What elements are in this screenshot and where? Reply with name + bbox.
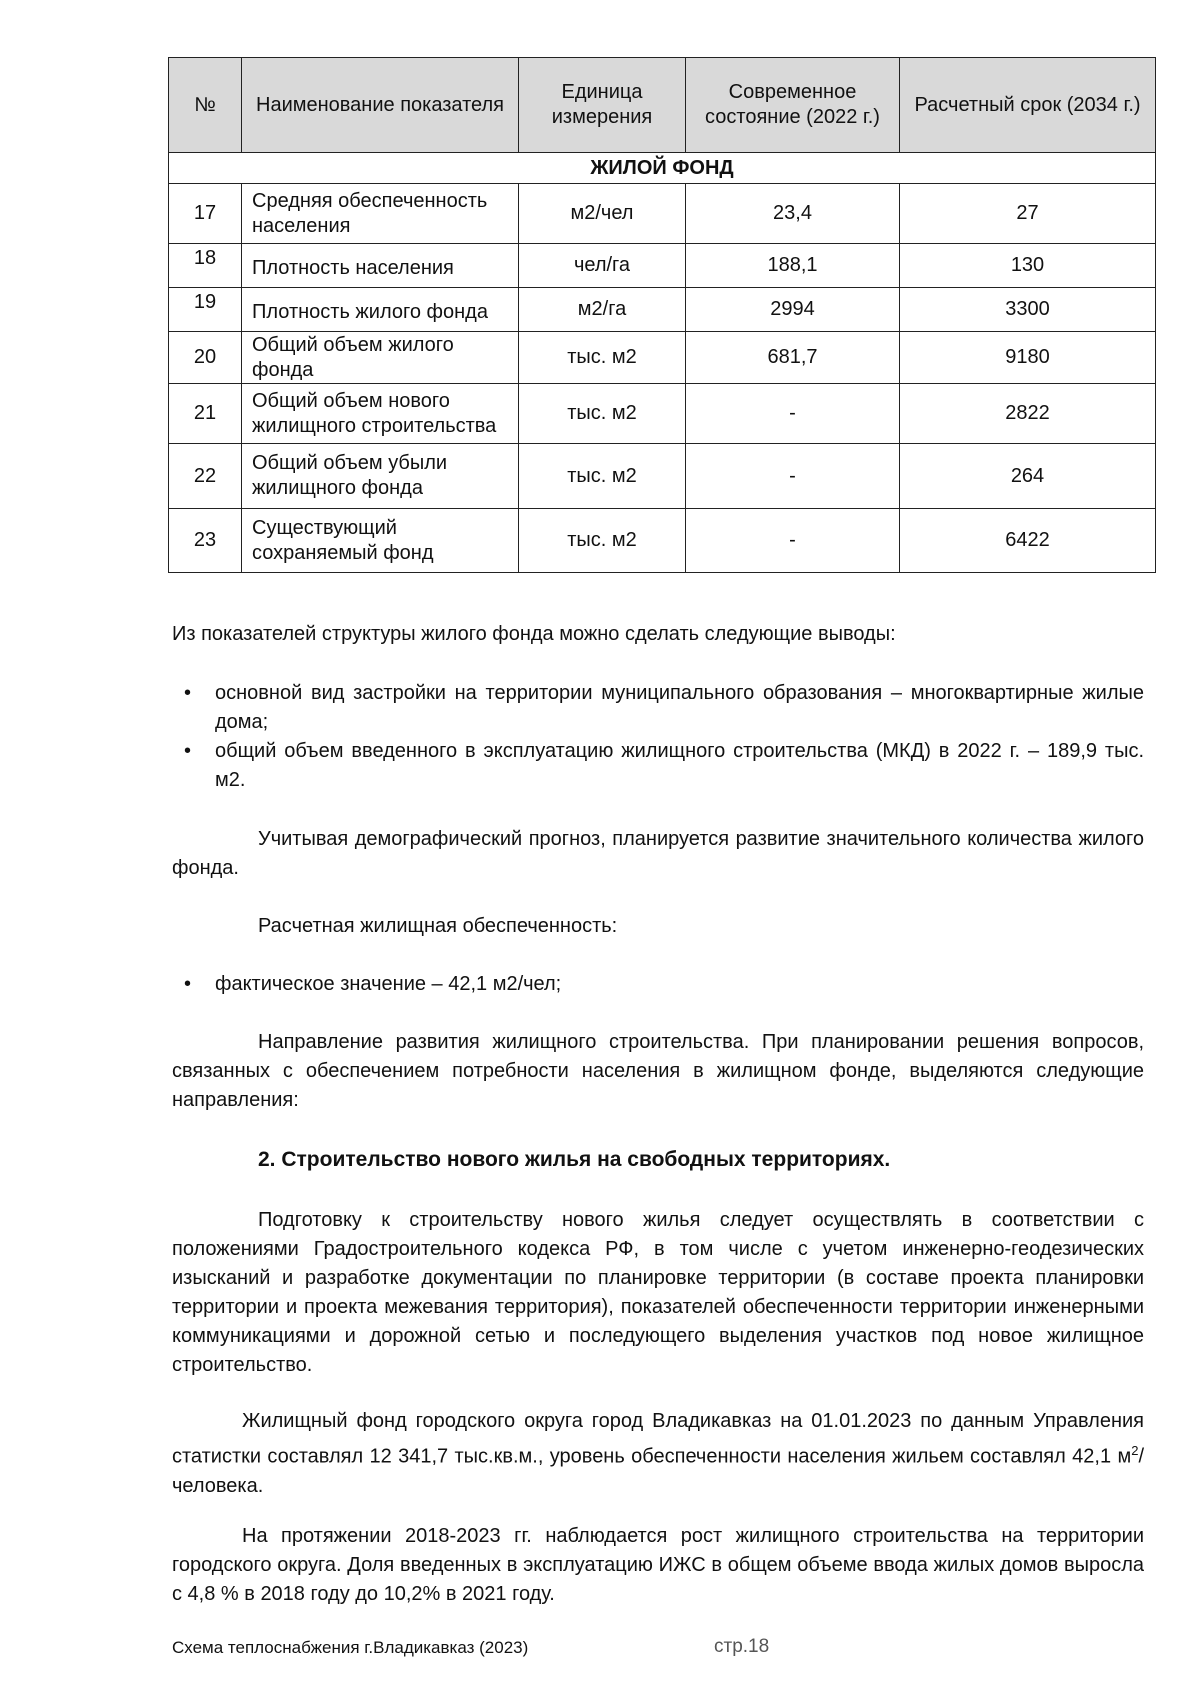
list-item-text: основной вид застройки на территории муниципального образования – многоквартирные жилые дома;: [215, 682, 1144, 733]
row-num: 20: [169, 332, 242, 384]
list-item: [172, 970, 1144, 999]
table-header-row: [169, 58, 1156, 153]
indicators-table: [168, 57, 1156, 573]
conclusions-list: [172, 679, 1144, 795]
direction-paragraph: Направление развития жилищного строительства. При планировании решения вопросов, связанных с обеспечением потребности населения в жилищном фонде, выделяются следующие направления:: [172, 1031, 1144, 1111]
table-row: [169, 332, 1156, 384]
page-number: стр.18: [714, 1636, 770, 1657]
row-num: 18: [169, 244, 242, 288]
row-name: Существующий сохраняемый фонд: [242, 509, 519, 573]
row-current: 188,1: [686, 244, 900, 288]
row-name: Плотность жилого фонда: [242, 288, 519, 332]
row-num: 23: [169, 509, 242, 573]
provision-paragraph: Расчетная жилищная обеспеченность:: [258, 915, 618, 937]
row-unit: тыс. м2: [519, 332, 686, 384]
row-current: 23,4: [686, 184, 900, 244]
row-num: 21: [169, 384, 242, 444]
row-name: Средняя обеспеченность населения: [242, 184, 519, 244]
row-name: Плотность населения: [242, 244, 519, 288]
row-name: Общий объем убыли жилищного фонда: [242, 444, 519, 509]
row-unit: м2/чел: [519, 184, 686, 244]
bullet-icon: •: [184, 740, 192, 762]
row-current: -: [686, 509, 900, 573]
row-current: 2994: [686, 288, 900, 332]
list-item-text: общий объем введенного в эксплуатацию жилищного строительства (МКД) в 2022 г. – 189,9 тыс. м2.: [215, 740, 1144, 791]
fund-superscript: 2: [1131, 1443, 1139, 1458]
table-row: [169, 244, 1156, 288]
table-row: [169, 184, 1156, 244]
row-unit: чел/га: [519, 244, 686, 288]
table-row: [169, 384, 1156, 444]
conclusions-intro: Из показателей структуры жилого фонда можно сделать следующие выводы:: [172, 623, 896, 645]
row-target: 9180: [900, 332, 1156, 384]
row-num: 17: [169, 184, 242, 244]
row-unit: тыс. м2: [519, 384, 686, 444]
section-row: [169, 153, 1156, 184]
forecast-paragraph: Учитывая демографический прогноз, планируется развитие значительного количества жилого фонда.: [172, 828, 1144, 879]
row-target: 130: [900, 244, 1156, 288]
row-target: 2822: [900, 384, 1156, 444]
row-current: -: [686, 384, 900, 444]
row-target: 6422: [900, 509, 1156, 573]
bullet-icon: •: [184, 973, 192, 995]
preparation-paragraph: Подготовку к строительству нового жилья следует осуществлять в соответствии с положениями Градостроительного кодекса РФ, в том числе с учетом инженерно-геодезических изысканий и разработке документации по планировке территории (в составе проекта планировки территории и проекта межевания территория), показателей обеспеченности территории инженерными коммуникациями и дорожной сетью и последующего выделения участков под новое жилищное строительство.: [172, 1209, 1144, 1376]
row-num: 19: [169, 288, 242, 332]
row-target: 264: [900, 444, 1156, 509]
fund-text-a: Жилищный фонд городского округа город Владикавказ на 01.01.2023 по данным Управления статистки составлял 12 341,7 тыс.кв.м., уровень обеспеченности населения жильем составлял 42,1 м: [172, 1410, 1144, 1468]
fund-paragraph: [172, 1407, 1144, 1501]
row-name: Общий объем нового жилищного строительства: [242, 384, 519, 444]
header-target: Расчетный срок (2034 г.): [900, 58, 1156, 153]
list-item: [172, 679, 1144, 737]
header-unit: Единица измерения: [519, 58, 686, 153]
row-target: 3300: [900, 288, 1156, 332]
row-unit: м2/га: [519, 288, 686, 332]
list-item: [172, 737, 1144, 795]
table-row: [169, 444, 1156, 509]
row-unit: тыс. м2: [519, 444, 686, 509]
bullet-icon: •: [184, 682, 192, 704]
row-unit: тыс. м2: [519, 509, 686, 573]
list-item-text: фактическое значение – 42,1 м2/чел;: [215, 973, 562, 995]
section-heading: 2. Строительство нового жилья на свободных территориях.: [258, 1148, 891, 1171]
row-num: 22: [169, 444, 242, 509]
fund-text-b: /человека.: [172, 1445, 1144, 1497]
header-current: Современное состояние (2022 г.): [686, 58, 900, 153]
row-current: 681,7: [686, 332, 900, 384]
footer-title: Схема теплоснабжения г.Владикавказ (2023): [172, 1638, 529, 1657]
header-name: Наименование показателя: [242, 58, 519, 153]
row-name: Общий объем жилого фонда: [242, 332, 519, 384]
row-target: 27: [900, 184, 1156, 244]
growth-paragraph: На протяжении 2018-2023 гг. наблюдается рост жилищного строительства на территории городского округа. Доля введенных в эксплуатацию ИЖС в общем объеме ввода жилых домов выросла с 4,8 % в 2018 году до 10,2% в 2021 году.: [172, 1525, 1144, 1605]
row-current: -: [686, 444, 900, 509]
header-num: №: [169, 58, 242, 153]
table-row: [169, 288, 1156, 332]
table-row: [169, 509, 1156, 573]
section-title: ЖИЛОЙ ФОНД: [169, 153, 1156, 184]
provision-list: [172, 970, 1144, 999]
